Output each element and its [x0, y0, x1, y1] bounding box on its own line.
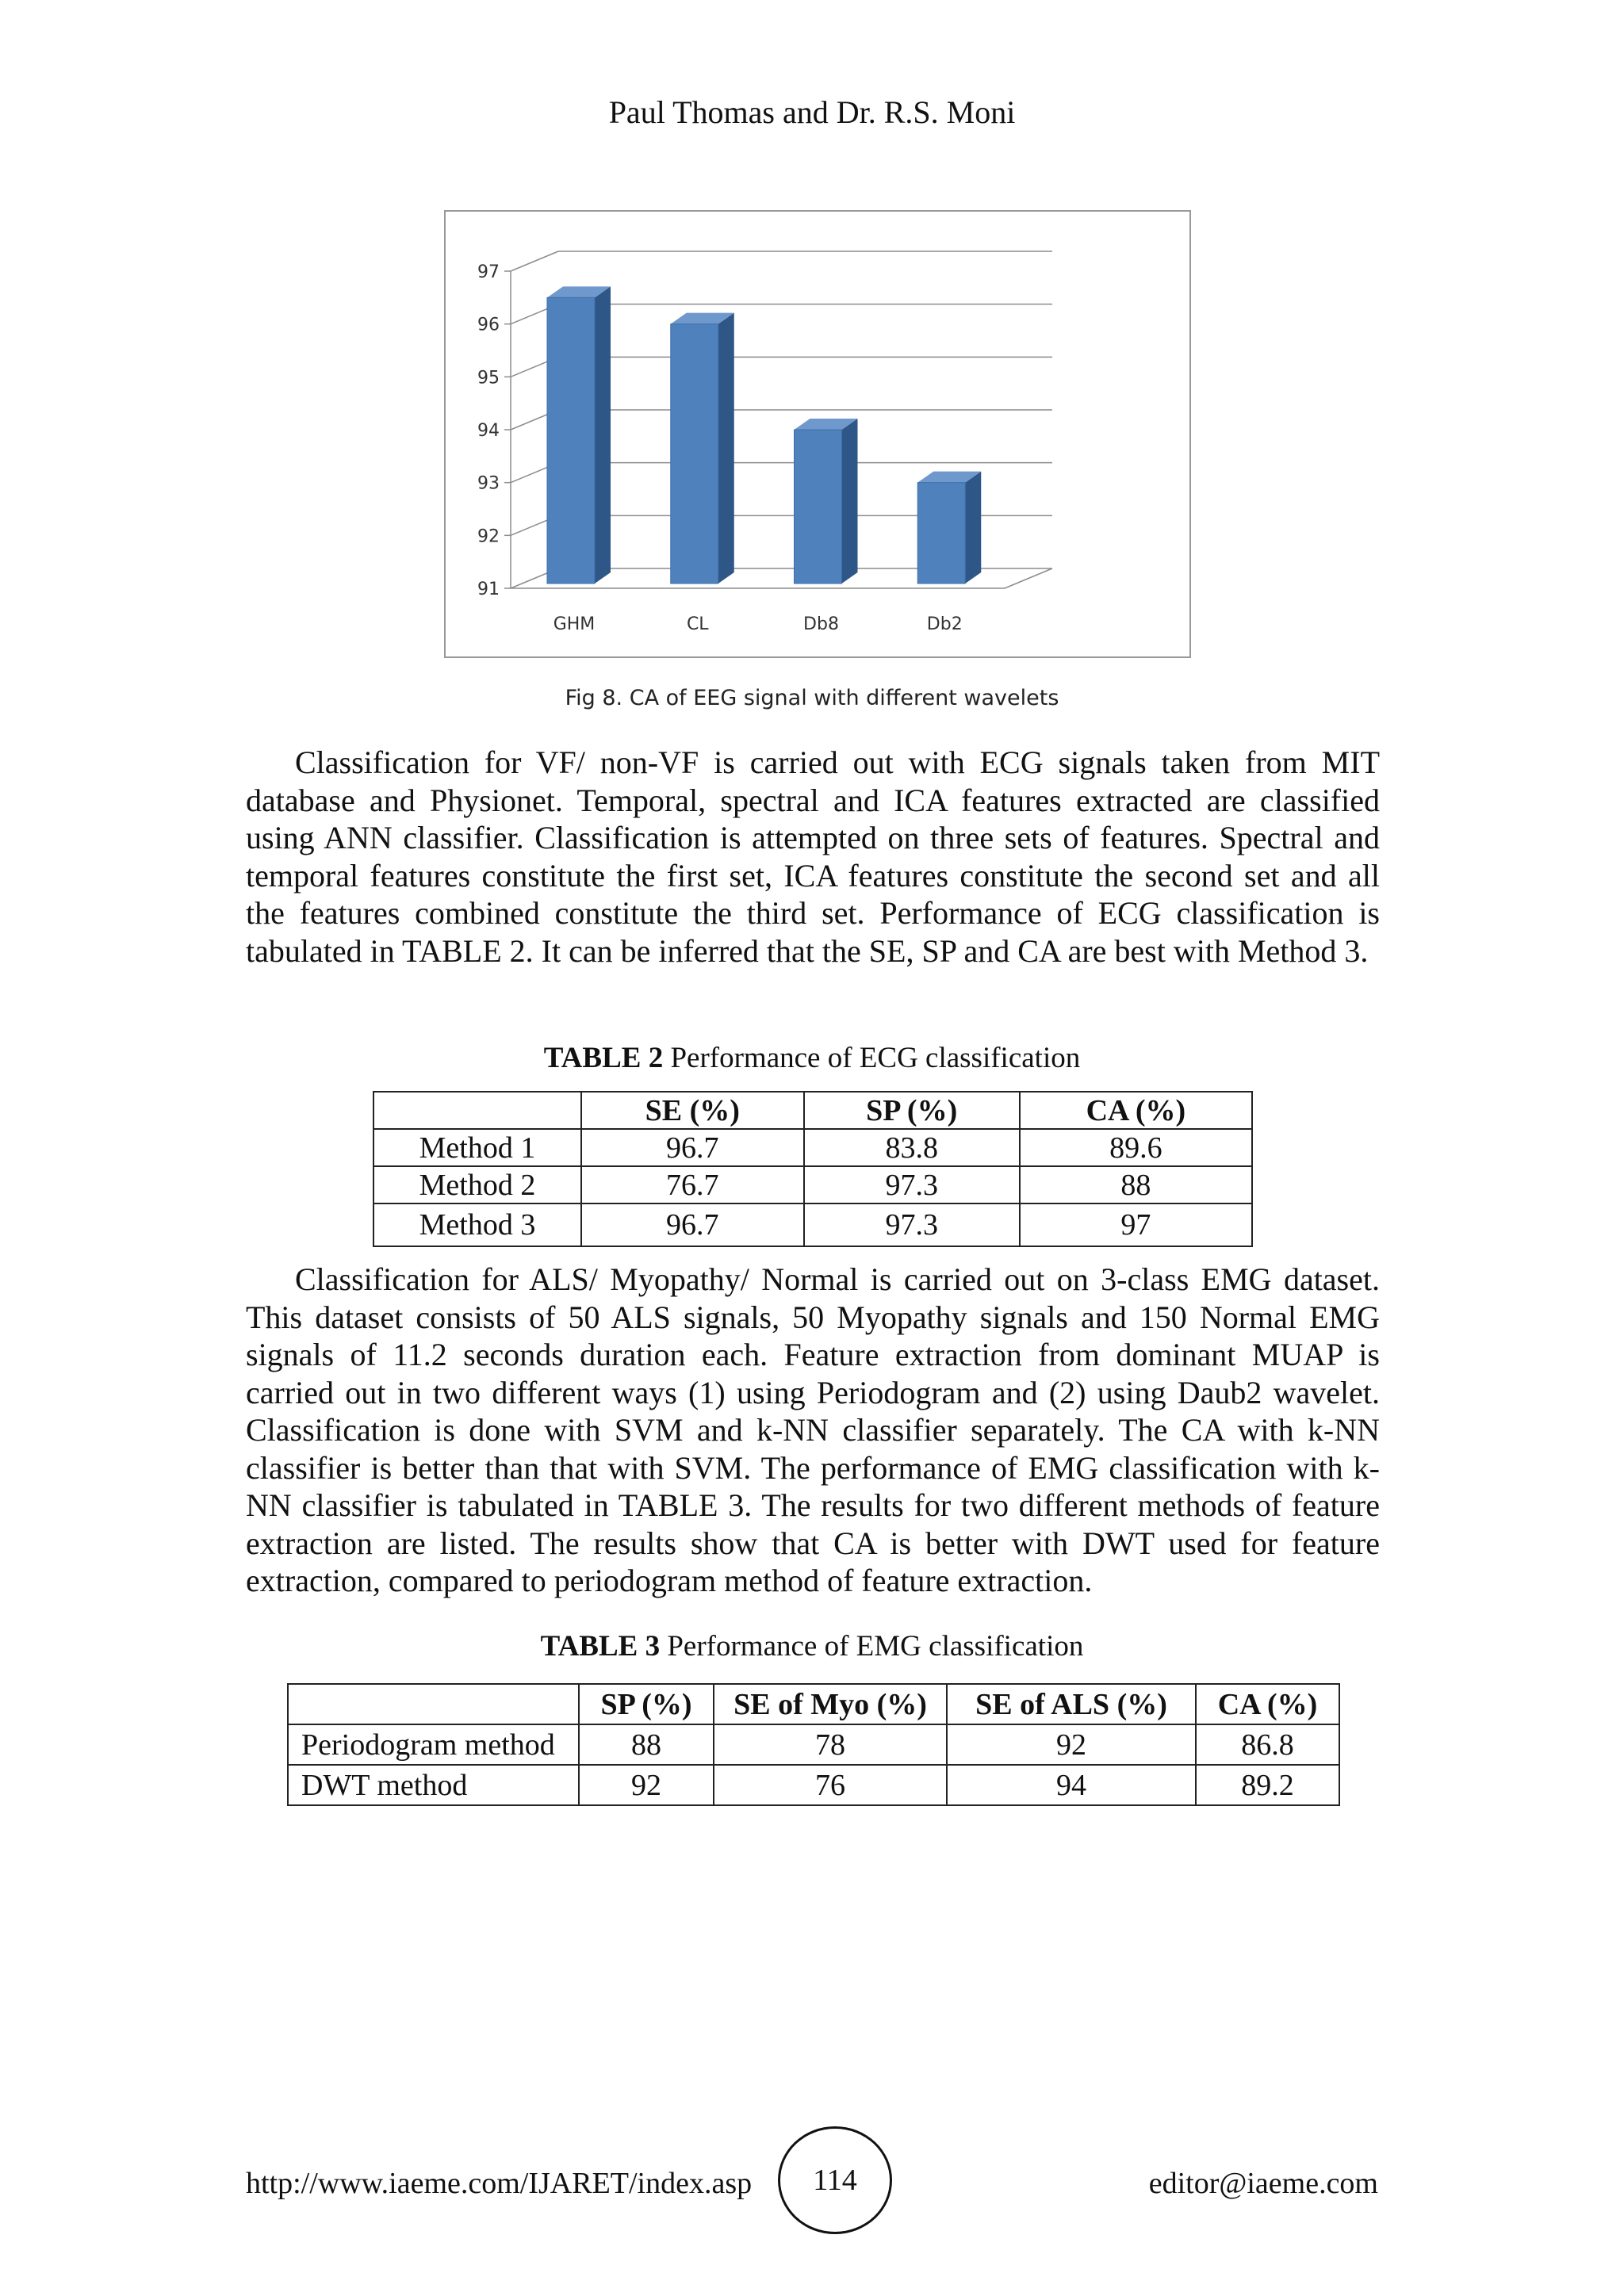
table-header-cell: SE of ALS (%): [947, 1684, 1196, 1724]
table-header-row: [373, 1092, 1252, 1129]
table-cell: 92: [947, 1724, 1196, 1765]
bar-cl: [671, 324, 718, 584]
table-cell: 89.6: [1020, 1129, 1252, 1166]
table-header-cell: [288, 1684, 579, 1724]
table-cell: 76.7: [581, 1166, 804, 1203]
table-cell: 94: [947, 1765, 1196, 1805]
table-row: [373, 1166, 1252, 1203]
table-row: [373, 1203, 1252, 1246]
table2-title: Performance of ECG classification: [663, 1042, 1081, 1074]
table-cell: 96.7: [581, 1203, 804, 1246]
table-cell: 96.7: [581, 1129, 804, 1166]
paragraph-emg-text: Classification for ALS/ Myopathy/ Normal is carried out on 3-class EMG dataset. This dataset consists of 50 ALS signals, 50 Myopathy signals and 150 Normal EMG signals of 11.2 seconds duration each. Feature extraction from dominant MUAP is carried out in two different ways (1) using Periodogram and (2) using Daub2 wavelet. Classification is done with SVM and k-NN classifier separately. The CA with k-NN classifier is better than that with SVM. The performance of EMG classification with k-NN classifier is tabulated in TABLE 3. The results for two different methods of feature extraction are listed. The results show that CA is better with DWT used for feature extraction, compared to periodogram method of feature extraction.: [246, 1261, 1380, 1598]
table2-caption: [0, 1041, 1624, 1075]
table3-title: Performance of EMG classification: [660, 1630, 1084, 1663]
table-header-cell: CA (%): [1196, 1684, 1339, 1724]
bar-side-ghm: [595, 286, 611, 584]
table-cell: Method 1: [373, 1129, 581, 1166]
y-tick-label: 97: [477, 262, 500, 282]
table-cell: 97.3: [804, 1203, 1020, 1246]
footer-email: editor@iaeme.com: [1148, 2167, 1378, 2200]
table-cell: 89.2: [1196, 1765, 1339, 1805]
table-cell: Method 2: [373, 1166, 581, 1203]
table-cell: 78: [714, 1724, 947, 1765]
page-number: 114: [778, 2126, 892, 2234]
paragraph-ecg-text: Classification for VF/ non-VF is carried out with ECG signals taken from MIT database and Physionet. Temporal, spectral and ICA features extracted are classified using ANN classifier. Classification is attempted on three sets of features. Spectral and temporal features constitute the first set, ICA features constitute the second set and all the features combined constitute the third set. Performance of ECG classification is tabulated in TABLE 2. It can be inferred that the SE, SP and CA are best with Method 3.: [246, 744, 1380, 969]
figure-chart-frame: [444, 210, 1191, 658]
figure-caption: Fig 8. CA of EEG signal with different wavelets: [565, 686, 1059, 710]
y-tick-label: 95: [477, 368, 500, 388]
table-cell: 76: [714, 1765, 947, 1805]
table-header-cell: [373, 1092, 581, 1129]
table2-label: TABLE 2: [543, 1042, 664, 1074]
table-cell: 97: [1020, 1203, 1252, 1246]
table-cell: 88: [1020, 1166, 1252, 1203]
paragraph-ecg: [246, 744, 1380, 970]
table3-emg-performance: [287, 1683, 1340, 1806]
table-cell: Periodogram method: [288, 1724, 579, 1765]
y-tick-label: 96: [477, 315, 500, 335]
table-cell: 83.8: [804, 1129, 1020, 1166]
table2-ecg-performance: [373, 1091, 1253, 1247]
x-tick-label: Db2: [926, 614, 963, 634]
paragraph-emg: [246, 1261, 1380, 1600]
table3-label: TABLE 3: [540, 1630, 661, 1663]
table-cell: Method 3: [373, 1203, 581, 1246]
bar-db2: [917, 483, 965, 584]
table-header-cell: SP (%): [804, 1092, 1020, 1129]
table-cell: 92: [579, 1765, 714, 1805]
table-header-row: [288, 1684, 1339, 1724]
table-row: [288, 1765, 1339, 1805]
bar-ghm: [547, 297, 595, 584]
table-cell: DWT method: [288, 1765, 579, 1805]
y-tick-label: 91: [477, 580, 500, 599]
x-tick-label: Db8: [803, 614, 839, 634]
footer-url: http://www.iaeme.com/IJARET/index.asp: [246, 2167, 753, 2200]
y-tick-label: 93: [477, 473, 500, 494]
table-row: [373, 1129, 1252, 1166]
table-header-cell: SE (%): [581, 1092, 804, 1129]
bar-chart: [446, 212, 1189, 656]
bar-side-db2: [965, 472, 981, 584]
table-header-cell: SE of Myo (%): [714, 1684, 947, 1724]
x-tick-label: CL: [686, 614, 709, 634]
table-header-cell: CA (%): [1020, 1092, 1252, 1129]
table3-caption: [0, 1629, 1624, 1663]
y-tick-label: 92: [477, 526, 500, 547]
floor-edge: [1005, 568, 1052, 588]
bar-side-cl: [718, 313, 734, 584]
table-cell: 88: [579, 1724, 714, 1765]
gridline-slant: [511, 251, 558, 271]
x-tick-label: GHM: [553, 614, 596, 634]
y-tick-label: 94: [477, 421, 500, 441]
table-cell: 86.8: [1196, 1724, 1339, 1765]
table-header-cell: SP (%): [579, 1684, 714, 1724]
table-row: [288, 1724, 1339, 1765]
table-cell: 97.3: [804, 1166, 1020, 1203]
running-header: Paul Thomas and Dr. R.S. Moni: [608, 94, 1016, 130]
bar-db8: [795, 430, 842, 584]
bar-side-db8: [842, 419, 858, 584]
